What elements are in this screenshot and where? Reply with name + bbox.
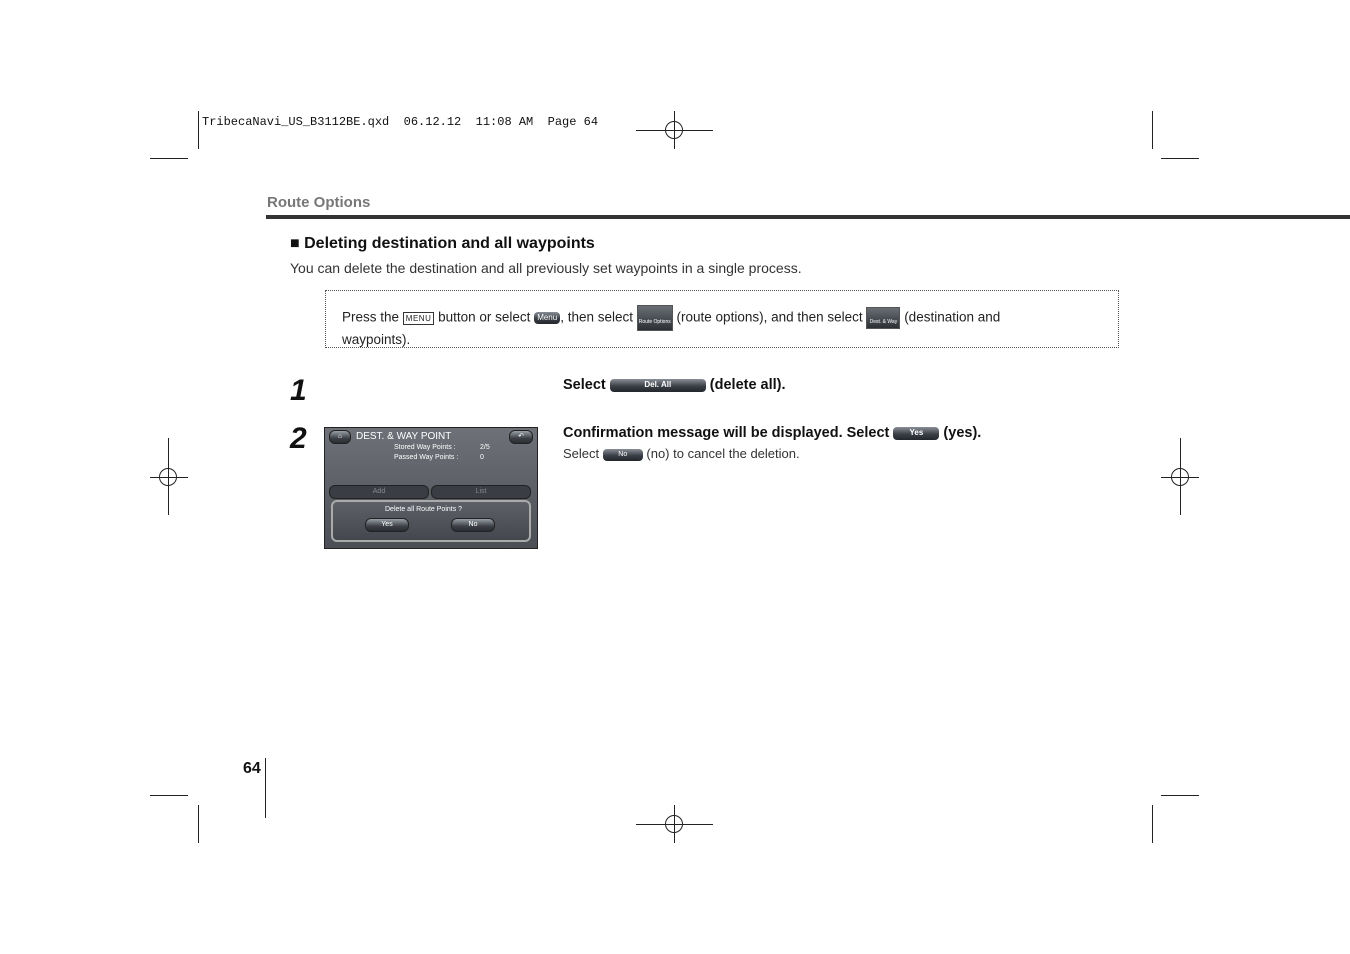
list-button: List — [431, 485, 531, 499]
crop-mark — [150, 795, 188, 796]
confirm-dialog — [331, 500, 531, 542]
note-text: (route options), and then select — [676, 309, 863, 325]
yes-button: Yes — [365, 518, 409, 532]
passed-label: Passed Way Points : — [394, 454, 459, 461]
registration-mark — [674, 805, 675, 843]
print-slug: TribecaNavi_US_B3112BE.qxd 06.12.12 11:08 AM Page 64 — [202, 115, 599, 129]
crop-mark — [1161, 795, 1199, 796]
page-number: 64 — [243, 760, 261, 777]
step-number: 2 — [290, 422, 307, 455]
section-rule — [266, 215, 1350, 219]
screen-title: DEST. & WAY POINT — [356, 431, 452, 442]
map-back-icon: ⌂ — [329, 430, 351, 444]
note-text: waypoints). — [342, 332, 411, 347]
navigation-screenshot — [324, 427, 538, 549]
add-button: Add — [329, 485, 429, 499]
delete-all-button-icon: Del. All — [610, 379, 706, 392]
no-button-icon: No — [603, 449, 643, 461]
note-text: button or select — [438, 309, 531, 325]
subsection-heading — [290, 235, 595, 253]
destination-waypoints-icon: Dest. & Way Pt — [866, 307, 900, 329]
registration-mark — [1180, 438, 1181, 515]
crop-mark — [198, 805, 199, 843]
note-text: , then select — [560, 309, 633, 325]
note-text: Press the — [342, 309, 400, 325]
registration-mark — [150, 477, 188, 478]
crop-mark — [198, 111, 199, 149]
registration-mark — [168, 438, 169, 515]
crop-mark — [1161, 158, 1199, 159]
stored-label: Stored Way Points : — [394, 444, 456, 451]
note-box — [325, 290, 1119, 353]
crop-mark — [1152, 111, 1153, 149]
heading-bullet: ■ — [290, 235, 300, 252]
stored-value: 2/5 — [480, 444, 490, 451]
no-button: No — [451, 518, 495, 532]
return-icon: ↶ — [509, 430, 533, 444]
step-number: 1 — [290, 374, 307, 407]
registration-mark — [674, 111, 675, 149]
passed-value: 0 — [480, 454, 484, 461]
page-number-rule — [265, 758, 266, 818]
section-header: Route Options — [267, 194, 371, 211]
dialog-message: Delete all Route Points ? — [385, 506, 463, 513]
step-subnote: Select No (no) to cancel the deletion. — [563, 446, 800, 461]
menu-hardware-button-icon: MENU — [403, 312, 435, 325]
yes-button-icon: Yes — [893, 427, 939, 440]
step-instruction: Confirmation message will be displayed. Select Yes (yes). — [563, 425, 982, 441]
crop-mark — [1152, 805, 1153, 843]
heading-title: Deleting destination and all waypoints — [304, 235, 595, 252]
crop-mark — [150, 158, 188, 159]
menu-button-icon: Menu — [534, 312, 560, 324]
intro-text: You can delete the destination and all previously set waypoints in a single process. — [290, 260, 802, 276]
note-text: (destination and — [904, 309, 1001, 325]
route-options-icon: Route Options — [637, 305, 673, 331]
step-instruction: Select Del. All (delete all). — [563, 377, 786, 393]
